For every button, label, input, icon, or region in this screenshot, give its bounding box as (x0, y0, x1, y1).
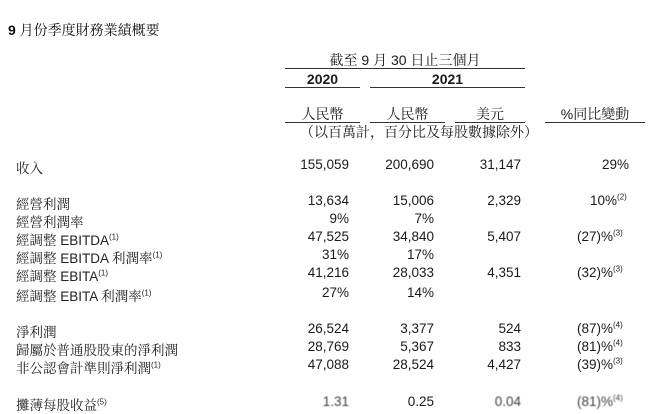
row-label: 攤薄每股收益$^{(5)}$ (16, 397, 107, 413)
table-row-revenue (0, 157, 650, 175)
value-2020-rmb: 27% (321, 285, 349, 300)
row-label: 淨利潤 (16, 325, 57, 340)
value-2020-rmb: 26,524 (307, 321, 349, 336)
unit-usd: 美元 (476, 106, 504, 122)
value-2020-rmb: 31% (321, 247, 349, 262)
table-row-diluted-eps (0, 394, 650, 412)
year-2021: 2021 (431, 71, 464, 87)
period-header: 截至 9 月 30 日止三個月 (329, 52, 481, 68)
value-2021-rmb: 5,367 (400, 339, 434, 354)
value-2020-rmb: 41,216 (307, 265, 349, 280)
value-2021-usd: 2,329 (487, 193, 521, 208)
unit-rmb-2020: 人民幣 (301, 106, 344, 122)
value-2021-rmb: 0.25 (407, 394, 434, 409)
title-month: 9 (8, 22, 16, 38)
value-2021-usd: 4,427 (487, 357, 521, 372)
value-yoy: (39)%$^{(3)}$ (577, 356, 623, 372)
value-2021-rmb: 15,006 (392, 193, 434, 208)
value-2020-rmb: 47,525 (307, 229, 349, 244)
table-row-adj-ebitda-margin (0, 247, 650, 265)
row-label: 經調整 EBITDA 利潤率$^{(1)}$ (16, 250, 163, 266)
value-yoy: (32)%$^{(3)}$ (577, 264, 623, 280)
value-2021-rmb: 3,377 (400, 321, 434, 336)
value-2021-rmb: 28,033 (392, 265, 434, 280)
value-yoy: (81)%$^{(4)}$ (577, 338, 623, 354)
value-2020-rmb: 155,059 (300, 157, 349, 172)
year-2020-rule (285, 87, 360, 88)
value-2021-usd: 31,147 (479, 157, 521, 172)
period-rule (285, 68, 525, 69)
units-note: （以百萬計，百分比及每股數據除外） (300, 124, 538, 140)
year-2021-rule (370, 87, 525, 88)
year-2020: 2020 (306, 71, 339, 87)
value-yoy: (27)%$^{(3)}$ (577, 228, 623, 244)
row-label: 歸屬於普通股股東的淨利潤 (16, 343, 178, 358)
table-row-net-income-attributable (0, 339, 650, 357)
value-2021-usd: 833 (498, 339, 521, 354)
value-2021-rmb: 17% (406, 247, 434, 262)
row-label: 經營利潤 (16, 197, 70, 212)
value-2020-rmb: 1.31 (322, 394, 349, 409)
value-yoy: (81)%$^{(4)}$ (577, 393, 623, 409)
row-label: 經調整 EBITA$^{(1)}$ (16, 268, 109, 284)
table-row-non-gaap-net-income (0, 357, 650, 375)
value-2020-rmb: 9% (329, 211, 349, 226)
unit-rmb-2021: 人民幣 (386, 106, 429, 122)
row-label: 經調整 EBITA 利潤率$^{(1)}$ (16, 288, 152, 304)
value-2021-rmb: 14% (406, 285, 434, 300)
table-row-operating-profit (0, 193, 650, 211)
row-label: 收入 (16, 161, 43, 176)
row-label: 經營利潤率 (16, 215, 84, 230)
value-2021-rmb: 200,690 (385, 157, 434, 172)
value-2020-rmb: 47,088 (307, 357, 349, 372)
value-2021-usd: 0.04 (494, 394, 521, 409)
value-2020-rmb: 13,634 (307, 193, 349, 208)
value-2021-rmb: 28,524 (392, 357, 434, 372)
row-label: 經調整 EBITDA$^{(1)}$ (16, 232, 119, 248)
value-2021-usd: 524 (498, 321, 521, 336)
value-2021-rmb: 34,840 (392, 229, 434, 244)
value-yoy: 29% (601, 157, 629, 172)
value-yoy: (87)%$^{(4)}$ (577, 320, 623, 336)
value-2021-usd: 4,351 (487, 265, 521, 280)
value-yoy: 10%$^{(2)}$ (590, 192, 627, 208)
value-2021-usd: 5,407 (487, 229, 521, 244)
table-row-adj-ebita (0, 265, 650, 283)
page-title (8, 20, 160, 40)
title-text: 月份季度財務業績概要 (15, 22, 160, 38)
table-row-adj-ebitda (0, 229, 650, 247)
table-row-operating-margin (0, 211, 650, 229)
table-row-net-income (0, 321, 650, 339)
row-label: 非公認會計準則淨利潤$^{(1)}$ (16, 360, 161, 376)
unit-yoy-change: %同比變動 (560, 106, 630, 122)
table-row-adj-ebita-margin (0, 285, 650, 303)
value-2021-rmb: 7% (414, 211, 434, 226)
value-2020-rmb: 28,769 (307, 339, 349, 354)
